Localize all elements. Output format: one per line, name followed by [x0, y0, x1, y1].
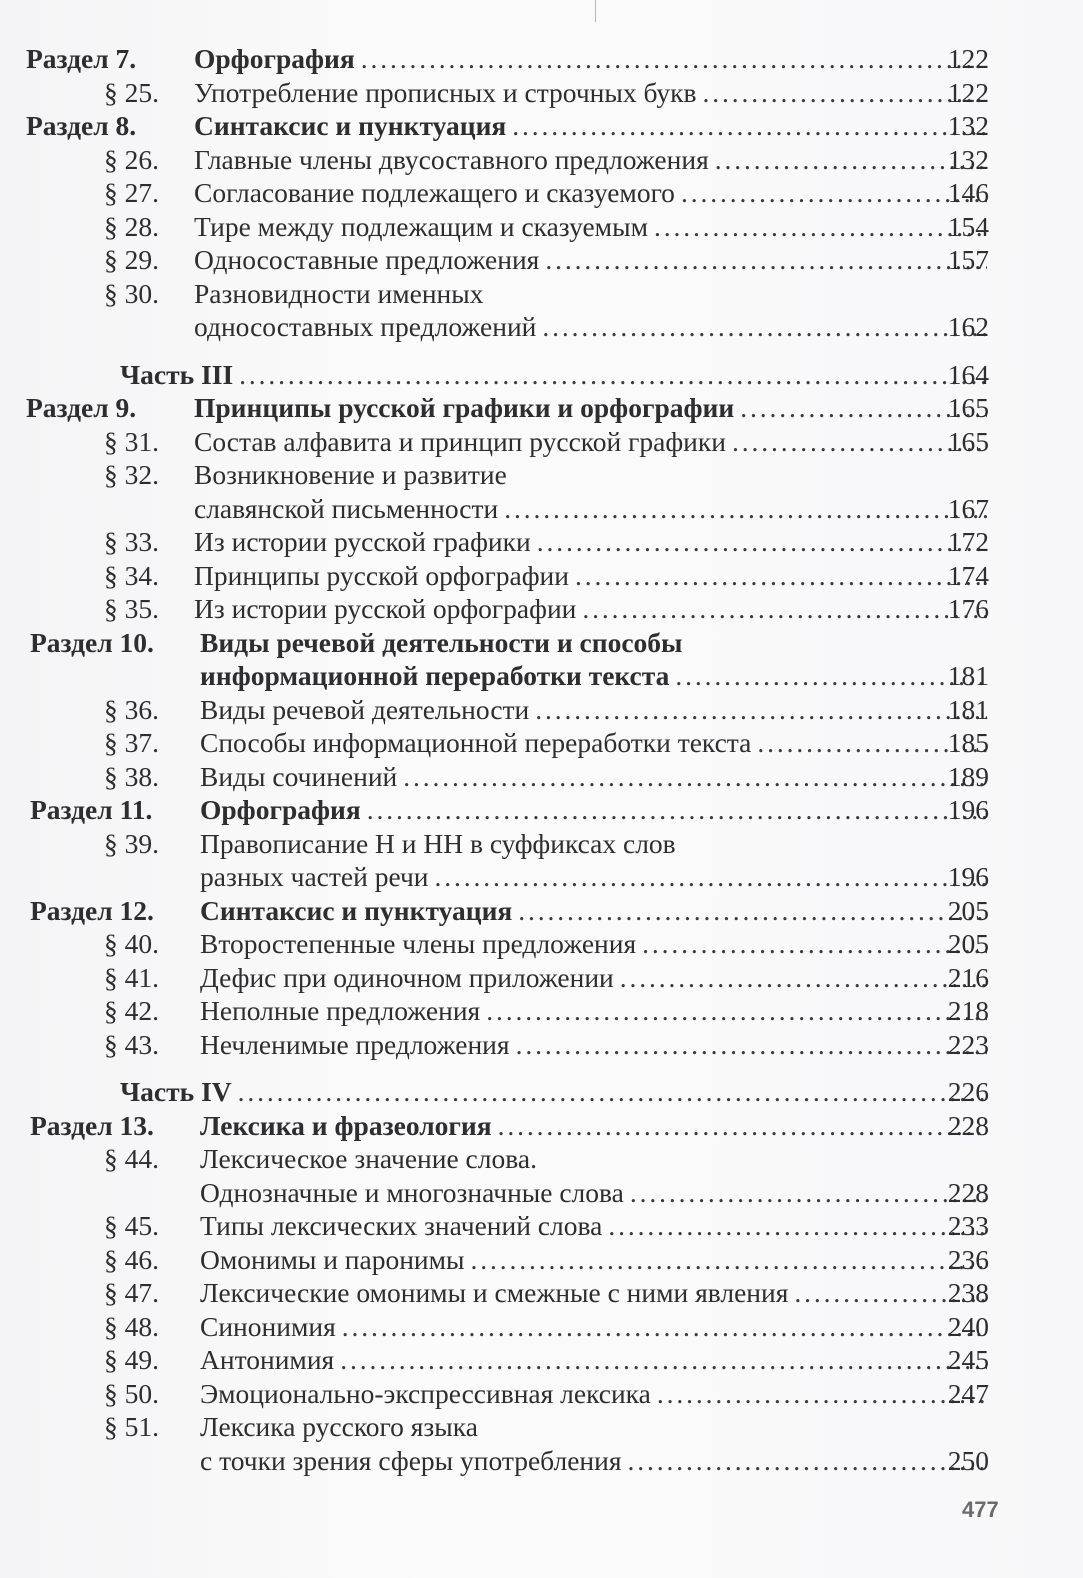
paragraph-label: § 45.	[104, 1210, 159, 1241]
entry-title: Употребление прописных и строчных букв	[194, 76, 697, 108]
entry-title: Тире между подлежащим и сказуемым	[194, 210, 648, 242]
dot-leader	[575, 559, 987, 593]
entry-title-wrap	[200, 1410, 989, 1444]
toc-paragraph-row	[0, 1028, 1083, 1062]
toc-section-row	[0, 391, 1083, 425]
entry-title: Односоставные предложения	[194, 244, 540, 275]
entry-page-number: 228	[947, 1109, 989, 1141]
toc-paragraph-row	[0, 76, 1083, 110]
part-title-wrap	[120, 358, 987, 392]
paragraph-label: § 49.	[104, 1344, 159, 1375]
entry-title-wrap	[194, 143, 987, 177]
dot-leader	[498, 1109, 987, 1143]
entry-title: односоставных предложений	[194, 311, 537, 342]
entry-title: Состав алфавита и принцип русской графики	[194, 425, 726, 457]
entry-title-wrap	[200, 760, 987, 794]
entry-title: Лексика и фразеология	[200, 1109, 492, 1141]
toc-section-row	[0, 42, 1083, 76]
dot-leader	[486, 994, 987, 1028]
entry-title-wrap	[200, 894, 987, 928]
entry-page-number: 165	[947, 425, 989, 457]
toc-paragraph-row	[0, 693, 1083, 727]
toc-paragraph-row	[0, 827, 1083, 861]
dot-leader	[342, 1310, 987, 1344]
entry-title: Принципы русской графики и орфографии	[194, 392, 735, 423]
entry-title: Возникновение и развитие	[194, 459, 507, 490]
section-label: Раздел 8.	[26, 110, 137, 141]
entry-page-number: 181	[947, 693, 989, 725]
paragraph-label: § 34.	[104, 559, 159, 591]
entry-title: Омонимы и паронимы	[200, 1243, 465, 1275]
dot-leader	[516, 1028, 987, 1062]
entry-title: Лексическое значение слова.	[200, 1143, 537, 1174]
paragraph-label: § 25.	[104, 76, 159, 108]
section-label: Раздел 12.	[30, 894, 154, 926]
dot-leader	[238, 1075, 987, 1109]
dot-leader	[542, 310, 987, 344]
entry-title-wrap	[194, 592, 987, 626]
entry-title-wrap	[200, 1028, 987, 1062]
entry-title: Разновидности именных	[194, 277, 484, 309]
paragraph-label: § 26.	[104, 143, 159, 175]
entry-title: Эмоционально-экспрессивная лексика	[200, 1377, 651, 1409]
entry-title-wrap	[200, 1444, 987, 1478]
entry-title-wrap	[200, 1343, 987, 1377]
entry-title-wrap	[194, 559, 987, 593]
paragraph-label: § 43.	[104, 1028, 159, 1060]
toc-paragraph-row	[0, 458, 1083, 492]
toc-paragraph-row	[0, 210, 1083, 244]
toc-paragraph-row	[0, 592, 1083, 626]
entry-title: Лексика русского языка	[200, 1411, 478, 1442]
entry-title-wrap	[200, 961, 987, 995]
entry-title: Виды сочинений	[200, 760, 398, 792]
entry-title-wrap	[194, 42, 987, 76]
toc-paragraph-row	[0, 1142, 1083, 1176]
entry-title: Виды речевой деятельности и способы	[200, 626, 683, 658]
entry-page-number: 132	[947, 143, 989, 175]
entry-title-wrap	[194, 391, 987, 425]
entry-page-number: 132	[947, 110, 989, 141]
entry-title: Из истории русской графики	[194, 526, 531, 557]
entry-title: Типы лексических значений слова	[200, 1210, 603, 1241]
paragraph-label: § 42.	[104, 995, 159, 1026]
toc-paragraph-row	[0, 492, 1083, 526]
dot-leader	[403, 760, 987, 794]
toc-paragraph-row	[0, 1343, 1083, 1377]
entry-page-number: 122	[947, 43, 989, 74]
page-number: 477	[962, 1497, 999, 1522]
dot-leader	[239, 358, 987, 392]
entry-title: Нечленимые предложения	[200, 1028, 510, 1060]
paragraph-label: § 28.	[104, 210, 159, 242]
entry-title-wrap	[194, 310, 987, 344]
entry-page-number: 205	[947, 928, 989, 959]
paragraph-label: § 39.	[104, 827, 159, 859]
table-of-contents	[0, 42, 1083, 1477]
dot-leader	[504, 492, 987, 526]
entry-page-number: 146	[947, 177, 989, 208]
toc-paragraph-row	[0, 1410, 1083, 1444]
paragraph-label: § 51.	[104, 1411, 159, 1442]
toc-paragraph-row	[0, 1444, 1083, 1478]
entry-title: Синонимия	[200, 1310, 336, 1342]
paragraph-label: § 30.	[104, 277, 159, 309]
entry-page-number: 223	[947, 1028, 989, 1060]
dot-leader	[535, 693, 987, 727]
paragraph-label: § 37.	[104, 727, 159, 758]
entry-title: Из истории русской орфографии	[194, 593, 577, 624]
entry-page-number: 185	[947, 727, 989, 758]
toc-part-row	[0, 358, 1083, 392]
entry-title: Антонимия	[200, 1344, 335, 1375]
entry-title: информационной переработки текста	[200, 660, 670, 691]
toc-paragraph-row	[0, 961, 1083, 995]
dot-leader	[582, 592, 987, 626]
dot-leader	[537, 525, 987, 559]
toc-paragraph-row	[0, 860, 1083, 894]
paragraph-label: § 48.	[104, 1310, 159, 1342]
entry-page-number: 157	[947, 244, 989, 275]
toc-paragraph-row	[0, 243, 1083, 277]
paragraph-label: § 41.	[104, 961, 159, 993]
entry-title-wrap	[194, 277, 989, 311]
entry-title: Дефис при одиночном приложении	[200, 961, 614, 993]
paragraph-label: § 33.	[104, 526, 159, 557]
toc-paragraph-row	[0, 277, 1083, 311]
entry-page-number: 205	[947, 894, 989, 926]
toc-paragraph-row	[0, 559, 1083, 593]
entry-page-number: 174	[947, 559, 989, 591]
dot-leader	[545, 243, 987, 277]
entry-page-number: 154	[947, 210, 989, 242]
entry-page-number: 162	[947, 311, 989, 342]
dot-leader	[471, 1243, 987, 1277]
paragraph-label: § 46.	[104, 1243, 159, 1275]
entry-title: Способы информационной переработки текста	[200, 727, 752, 758]
toc-paragraph-row	[0, 927, 1083, 961]
dot-leader	[367, 793, 987, 827]
dot-leader	[512, 109, 987, 143]
entry-title: Второстепенные члены предложения	[200, 928, 637, 959]
toc-paragraph-row	[0, 525, 1083, 559]
entry-title-wrap	[200, 1310, 987, 1344]
entry-page-number: 247	[947, 1377, 989, 1409]
entry-title-wrap	[194, 458, 989, 492]
entry-title-wrap	[194, 425, 987, 459]
toc-paragraph-row	[0, 994, 1083, 1028]
entry-page-number: 196	[947, 861, 989, 892]
entry-title-wrap	[200, 1209, 987, 1243]
paragraph-label: § 38.	[104, 760, 159, 792]
entry-title: Главные члены двусоставного предложения	[194, 143, 709, 175]
entry-page-number: 165	[947, 392, 989, 423]
part-label: Часть IV	[120, 1076, 232, 1107]
entry-title: Орфография	[200, 794, 361, 825]
entry-title-wrap	[200, 827, 989, 861]
entry-page-number: 167	[947, 492, 989, 524]
entry-title-wrap	[200, 994, 987, 1028]
entry-title-wrap	[200, 927, 987, 961]
entry-page-number: 176	[947, 593, 989, 624]
section-label: Раздел 9.	[26, 392, 137, 423]
entry-title-wrap	[194, 210, 987, 244]
entry-page-number: 236	[947, 1243, 989, 1275]
paragraph-label: § 27.	[104, 177, 159, 208]
dot-leader	[435, 860, 987, 894]
entry-page-number: 250	[947, 1444, 989, 1476]
entry-title-wrap	[200, 1109, 987, 1143]
entry-title-wrap	[194, 76, 987, 110]
section-label: Раздел 11.	[30, 794, 153, 825]
entry-title: славянской письменности	[194, 492, 499, 524]
entry-title: Лексические омонимы и смежные с ними явления	[200, 1277, 789, 1308]
entry-page-number: 240	[947, 1310, 989, 1342]
entry-title-wrap	[200, 1377, 987, 1411]
entry-title-wrap	[200, 1176, 987, 1210]
toc-paragraph-row	[0, 310, 1083, 344]
toc-paragraph-row	[0, 1377, 1083, 1411]
entry-title: Принципы русской орфографии	[194, 559, 569, 591]
toc-section-row	[0, 1109, 1083, 1143]
entry-title: разных частей речи	[200, 861, 429, 892]
entry-page-number: 233	[947, 1210, 989, 1241]
section-label: Раздел 7.	[26, 43, 137, 74]
paragraph-label: § 31.	[104, 425, 159, 457]
toc-paragraph-row	[0, 1176, 1083, 1210]
entry-page-number: 228	[947, 1176, 989, 1208]
entry-title-wrap	[194, 176, 987, 210]
entry-title-wrap	[200, 659, 987, 693]
entry-page-number: 189	[947, 760, 989, 792]
entry-title-wrap	[194, 525, 987, 559]
entry-page-number: 238	[947, 1277, 989, 1308]
entry-title-wrap	[200, 793, 987, 827]
dot-leader	[518, 894, 987, 928]
entry-title: Синтаксис и пунктуация	[194, 110, 507, 141]
toc-paragraph-row	[0, 143, 1083, 177]
entry-title: Согласование подлежащего и сказуемого	[194, 177, 675, 208]
entry-title: Однозначные и многозначные слова	[200, 1176, 624, 1208]
toc-section-row	[0, 109, 1083, 143]
entry-title: с точки зрения сферы употребления	[200, 1444, 622, 1476]
entry-title-wrap	[200, 693, 987, 727]
entry-page-number: 164	[947, 358, 989, 390]
paragraph-label: § 44.	[104, 1143, 159, 1174]
toc-paragraph-row	[0, 726, 1083, 760]
toc-paragraph-row	[0, 1310, 1083, 1344]
entry-title-wrap	[200, 1243, 987, 1277]
section-label: Раздел 10.	[30, 626, 154, 658]
page-fold-mark	[595, 0, 596, 22]
paragraph-label: § 32.	[104, 459, 159, 490]
entry-title: Синтаксис и пунктуация	[200, 894, 513, 926]
entry-title: Неполные предложения	[200, 995, 481, 1026]
toc-paragraph-row	[0, 1209, 1083, 1243]
entry-page-number: 216	[947, 961, 989, 993]
entry-title: Виды речевой деятельности	[200, 693, 530, 725]
section-label: Раздел 13.	[30, 1109, 154, 1141]
toc-paragraph-row	[0, 1276, 1083, 1310]
entry-page-number: 172	[947, 526, 989, 557]
entry-page-number: 122	[947, 76, 989, 108]
entry-page-number: 245	[947, 1344, 989, 1375]
toc-section-row	[0, 626, 1083, 660]
entry-title: Орфография	[194, 43, 355, 74]
toc-section-row	[0, 659, 1083, 693]
toc-section-row	[0, 894, 1083, 928]
toc-paragraph-row	[0, 1243, 1083, 1277]
entry-page-number: 218	[947, 995, 989, 1026]
toc-part-row	[0, 1075, 1083, 1109]
toc-paragraph-row	[0, 760, 1083, 794]
entry-title-wrap	[200, 626, 989, 660]
part-title-wrap	[120, 1075, 987, 1109]
dot-leader	[340, 1343, 987, 1377]
entry-page-number: 196	[947, 794, 989, 825]
toc-paragraph-row	[0, 425, 1083, 459]
entry-title-wrap	[194, 243, 987, 277]
entry-title-wrap	[194, 492, 987, 526]
paragraph-label: § 40.	[104, 928, 159, 959]
entry-title-wrap	[194, 109, 987, 143]
entry-page-number: 226	[947, 1076, 989, 1107]
paragraph-label: § 29.	[104, 244, 159, 275]
toc-paragraph-row	[0, 176, 1083, 210]
paragraph-label: § 36.	[104, 693, 159, 725]
entry-title: Правописание Н и НН в суффиксах слов	[200, 827, 676, 859]
paragraph-label: § 50.	[104, 1377, 159, 1409]
entry-title-wrap	[200, 726, 987, 760]
toc-section-row	[0, 793, 1083, 827]
entry-page-number: 181	[947, 660, 989, 691]
part-label: Часть III	[120, 358, 234, 390]
entry-title-wrap	[200, 1142, 989, 1176]
paragraph-label: § 47.	[104, 1277, 159, 1308]
paragraph-label: § 35.	[104, 593, 159, 624]
entry-title-wrap	[200, 860, 987, 894]
entry-title-wrap	[200, 1276, 987, 1310]
dot-leader	[361, 42, 987, 76]
